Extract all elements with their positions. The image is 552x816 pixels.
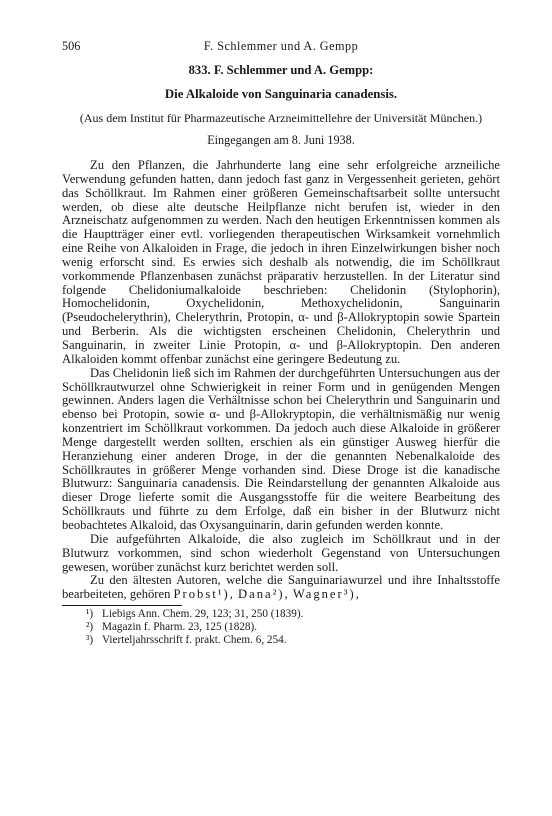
page-number: 506 xyxy=(62,39,81,53)
footnote-mark: ²) xyxy=(86,621,94,634)
article-number-authors: 833. F. Schlemmer und A. Gempp: xyxy=(188,63,374,77)
paragraph: Die aufgeführten Alkaloide, die also zugleich im Schöllkraut und in der Blutwurz vorkommen, sind schon wiederholt Gegenstand von Untersuchungen gewesen, worüber zunächst kurz berichtet werden soll. xyxy=(62,531,500,574)
author-reference: Dana²), xyxy=(238,587,290,602)
footnotes xyxy=(62,608,500,647)
running-title: F. Schlemmer und A. Gempp xyxy=(203,39,359,53)
body-text xyxy=(62,159,500,602)
author-reference: Wagner³), xyxy=(292,587,361,602)
footnote-mark: ³) xyxy=(86,634,94,647)
footnote xyxy=(86,608,500,621)
footnote-mark: ¹) xyxy=(86,608,94,621)
footnote-text: Magazin f. Pharm. 23, 125 (1828). xyxy=(102,621,258,634)
paragraph: Zu den Pflanzen, die Jahrhunderte lang eine sehr erfolgreiche arzneiliche Verwendung gefunden hatten, dann jedoch fast ganz in Vergessenheit gerieten, gehört das Schöllkraut. Im Rahmen einer größeren Gemeinschaftsarbeit sollte untersucht werden, ob diese alte deutsche Heilpflanze nicht berufen ist, wieder in den Arzneischatz aufgenommen zu werden. Nach den heutigen Erkenntnissen kommen als die Hauptträger einer evtl. vorliegenden therapeutischen Wirksamkeit vornehmlich eine Reihe von Alkaloiden in Frage, die jedoch in ihren Einzelwirkungen bisher noch wenig erforscht sind. Es erwies sich deshalb als notwendig, die im Schöllkraut vorkommende Pflanzenbasen zunächst präparativ herzustellen. In der Literatur sind folgende Chelidoniumalkaloide beschrieben: Chelidonin (Stylophorin), Homochelidonin, Oxychelidonin, Methoxychelidonin, Sanguinarin (Pseudochelerythrin), Chelerythrin, Protopin, α- und β-Allokryptopin sowie Spartein und Berberin. Als die wichtigsten erscheinen Chelidonin, Chelerythrin und Sanguinarin, in zweiter Linie Protopin, α- und β-Allokryptopin. Den anderen Alkaloiden kommt offenbar zunächst eine geringere Bedeutung zu. xyxy=(62,158,500,366)
author-reference: Probst¹), xyxy=(173,587,235,602)
paragraph: Das Chelidonin ließ sich im Rahmen der durchgeführten Untersuchungen aus der Schöllkrautwurzel ohne Schwierigkeit in reiner Form und in genügenden Mengen gewinnen. Anders lagen die Verhältnisse schon bei Chelerythrin und Sanguinarin und ebenso bei Protopin, sowie α- und β-Allokryptopin, die verhältnismäßig nur wenig konzentriert im Schöllkraut vorkommen. Da jedoch auch diese Alkaloide in größerer Menge dargestellt werden sollten, erschien als ein günstiger Ausweg hierfür die Heranziehung einer anderen Droge, in der die genannten Nebenalkaloide des Schöllkrautes in größerer Menge vorhanden sind. Diese Droge ist die kanadische Blutwurz: Sanguinaria canadensis. Die Reindarstellung der genannten Alkaloide aus dieser Droge lieferte somit die Ausgangsstoffe für die weitere Bearbeitung des Schöllkrauts und führte zu dem Erfolge, daß ein bisher in der Blutwurz nicht beobachtetes Alkaloid, das Oxysanguinarin, darin gefunden werden konnte. xyxy=(62,365,500,532)
footnote-text: Vierteljahrsschrift f. prakt. Chem. 6, 254. xyxy=(102,634,287,647)
footnote xyxy=(86,621,500,634)
article-title: Die Alkaloide von Sanguinaria canadensis. xyxy=(164,86,398,101)
running-head xyxy=(62,40,500,60)
footnote-text: Liebigs Ann. Chem. 29, 123; 31, 250 (1839). xyxy=(102,608,304,621)
footnote-divider xyxy=(62,605,182,606)
affiliation: (Aus dem Institut für Pharmazeutische Arzneimittellehre der Universität München.) xyxy=(79,110,483,125)
footnote xyxy=(86,634,500,647)
paragraph-text: Zu den ältesten Autoren, welche die Sanguinariawurzel und ihre Inhaltsstoffe bearbeiteten, gehören xyxy=(62,573,500,602)
paragraph-last xyxy=(62,574,500,602)
received-date: Eingegangen am 8. Juni 1938. xyxy=(207,133,355,148)
